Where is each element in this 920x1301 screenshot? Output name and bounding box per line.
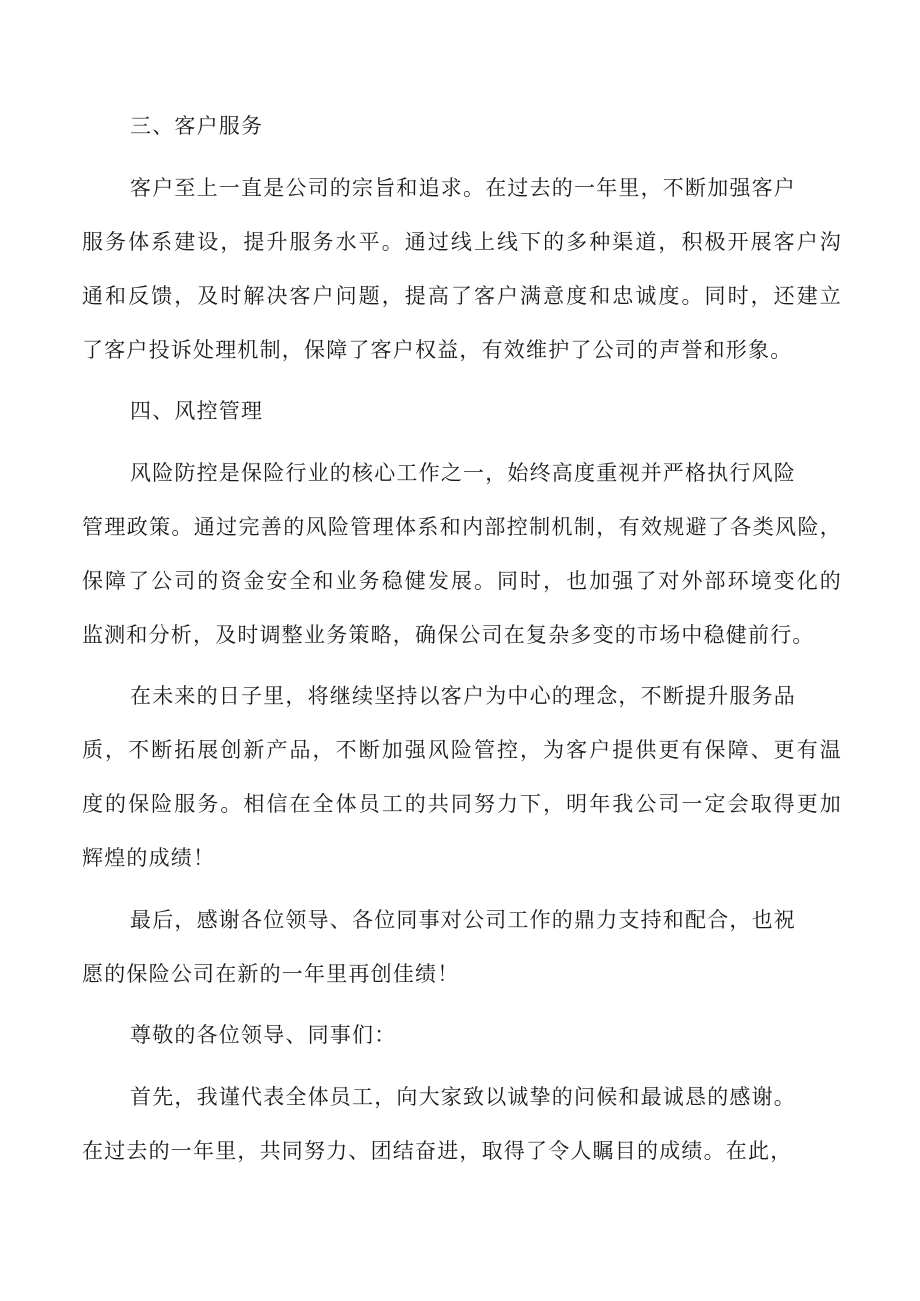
paragraph-line: 度的保险服务。相信在全体员工的共同努力下，明年我公司一定会取得更加 (82, 792, 842, 816)
paragraph-line: 最后，感谢各位领导、各位同事对公司工作的鼎力支持和配合，也祝 (130, 908, 796, 932)
paragraph-line: 保障了公司的资金安全和业务稳健发展。同时，也加强了对外部环境变化的 (82, 569, 842, 593)
section-heading-customer-service: 三、客户服务 (130, 114, 264, 138)
paragraph-line: 服务体系建设，提升服务水平。通过线上线下的多种渠道，积极开展客户沟 (82, 230, 842, 254)
paragraph-line: 质，不断拓展创新产品，不断加强风险管控，为客户提供更有保障、更有温 (82, 738, 842, 762)
paragraph-line: 监测和分析，及时调整业务策略，确保公司在复杂多变的市场中稳健前行。 (82, 623, 815, 647)
section-heading-risk-control: 四、风控管理 (130, 399, 264, 423)
paragraph-line: 管理政策。通过完善的风险管理体系和内部控制机制，有效规避了各类风险， (82, 515, 842, 539)
paragraph-line: 了客户投诉处理机制，保障了客户权益，有效维护了公司的声誉和形象。 (82, 338, 793, 362)
paragraph-line: 首先，我谨代表全体员工，向大家致以诚挚的问候和最诚恳的感谢。 (130, 1085, 796, 1109)
paragraph-line: 通和反馈，及时解决客户问题，提高了客户满意度和忠诚度。同时，还建立 (82, 284, 842, 308)
salutation: 尊敬的各位领导、同事们： (130, 1023, 397, 1047)
paragraph-line: 愿的保险公司在新的一年里再创佳绩！ (82, 962, 460, 986)
paragraph-line: 客户至上一直是公司的宗旨和追求。在过去的一年里，不断加强客户 (130, 176, 796, 200)
paragraph-line: 风险防控是保险行业的核心工作之一，始终高度重视并严格执行风险 (130, 461, 796, 485)
paragraph-line: 在未来的日子里，将继续坚持以客户为中心的理念，不断提升服务品 (130, 684, 796, 708)
paragraph-line: 辉煌的成绩！ (82, 846, 216, 870)
paragraph-line: 在过去的一年里，共同努力、团结奋进，取得了令人瞩目的成绩。在此， (82, 1139, 793, 1163)
